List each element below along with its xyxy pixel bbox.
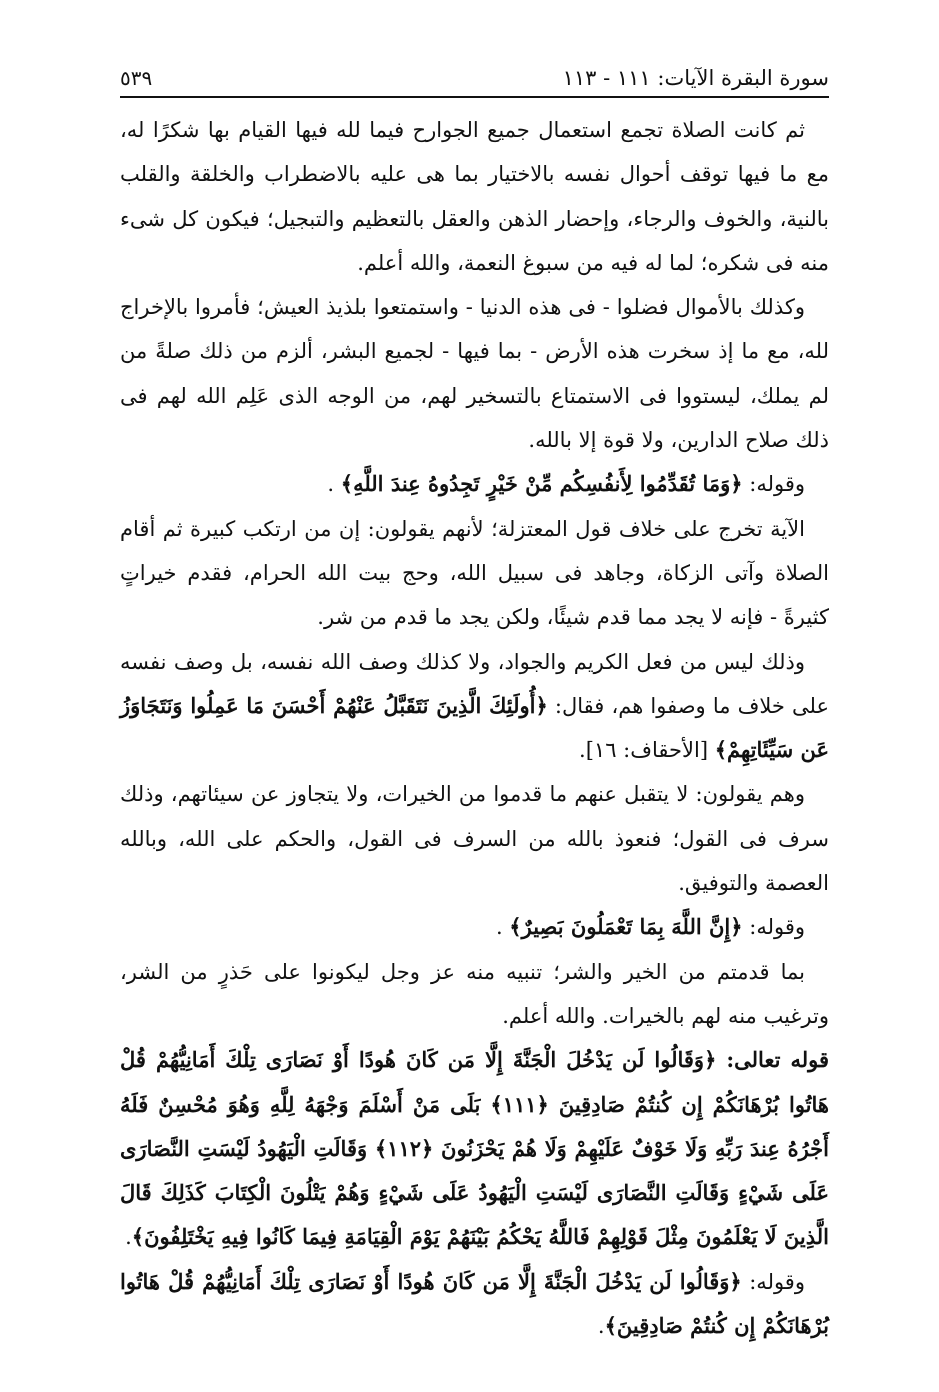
paragraph [120,950,829,1039]
paragraph [120,462,829,506]
running-title: سورة البقرة الآيات: ١١١ - ١١٣ [562,66,829,90]
paragraph-text: الآية تخرج على خلاف قول المعتزلة؛ لأنهم يقولون: إن من ارتكب كبيرة ثم أقام الصلاة وآتى الزكاة، وجاهد فى سبيل الله، وحج بيت الله الحرام، فقدم خيراتٍ كثيرةً - فإنه لا يجد مما قدم شيئًا، ولكن يجد ما قدم من شر. [120,516,829,630]
body-text [120,108,829,1348]
quran-quote: ﴿وَقَالُوا لَن يَدْخُلَ الْجَنَّةَ إِلَّا مَن كَانَ هُودًا أَوْ نَصَارَى تِلْكَ أَمَانِيُّهُمْ قُلْ هَاتُوا بُرْهَانَكُمْ إِن كُنتُمْ صَادِقِينَ﴾ [120,1268,829,1339]
paragraph-text: . [495,915,510,940]
paragraph-text: وذلك ليس من فعل الكريم والجواد، ولا كذلك وصف الله نفسه، بل وصف نفسه على خلاف ما وصفوا هم، فقال: [120,649,830,718]
paragraph-text: وقوله: [742,472,805,497]
quran-quote: ﴿أُولَئِكَ الَّذِينَ نَتَقَبَّلُ عَنْهُمْ أَحْسَنَ مَا عَمِلُوا وَنَتَجَاوَزُ عَن سَيِّئَاتِهِمْ﴾ [120,692,829,763]
paragraph [120,285,829,462]
paragraph-text: وكذلك بالأموال فضلوا - فى هذه الدنيا - واستمتعوا بلذيذ العيش؛ فأمروا بالإخراج لله، مع ما إذ سخرت هذه الأرض - بما فيها - لجميع البشر، ألزم من ذلك صلةً من لم يملك، ليستووا فى الاستمتاع بالتسخير لهم، من الوجه الذى عَلِم الله لهم فى ذلك صلاح الدارين، ولا قوة إلا بالله. [120,295,829,453]
paragraph [120,108,829,285]
paragraph-text: . [125,1225,132,1250]
paragraph-text: وقوله: [742,915,805,940]
paragraph-text: بما قدمتم من الخير والشر؛ تنبيه منه عز وجل ليكونوا على حَذرٍ من الشر، وترغيب منه لهم بالخيرات. والله أعلم. [120,959,829,1028]
paragraph [120,640,829,773]
paragraph-text: . [597,1314,605,1339]
paragraph [120,905,829,949]
paragraph-text: وهم يقولون: لا يتقبل عنهم ما قدموا من الخيرات، ولا يتجاوز عن سيئاتهم، وذلك سرف فى القول؛ فنعوذ بالله من السرف فى القول، والحكم على الله، وبالله العصمة والتوفيق. [120,782,829,896]
paragraph [120,507,829,640]
verse-paragraph [120,1038,829,1259]
paragraph [120,772,829,905]
citation: [الأحقاف: ١٦]. [579,738,715,763]
paragraph [120,1260,829,1349]
quran-verses: ﴿وَقَالُوا لَن يَدْخُلَ الْجَنَّةَ إِلَّا مَن كَانَ هُودًا أَوْ نَصَارَى تِلْكَ أَمَانِيُّهُمْ قُلْ هَاتُوا بُرْهَانَكُمْ إِن كُنتُمْ صَادِقِينَ ﴿١١١﴾ بَلَى مَنْ أَسْلَمَ وَجْهَهُ لِلَّهِ وَهُوَ مُحْسِنٌ فَلَهُ أَجْرُهُ عِندَ رَبِّهِ وَلَا خَوْفٌ عَلَيْهِمْ وَلَا هُمْ يَحْزَنُونَ ﴿١١٢﴾ وَقَالَتِ الْيَهُودُ لَيْسَتِ النَّصَارَى عَلَى شَيْءٍ وَقَالَتِ النَّصَارَى لَيْسَتِ الْيَهُودُ عَلَى شَيْءٍ وَهُمْ يَتْلُونَ الْكِتَابَ كَذَلِكَ قَالَ الَّذِينَ لَا يَعْلَمُونَ مِثْلَ قَوْلِهِمْ فَاللَّهُ يَحْكُمُ بَيْنَهُمْ يَوْمَ الْقِيَامَةِ فِيمَا كَانُوا فِيهِ يَخْتَلِفُونَ﴾ [120,1047,829,1250]
quran-quote: ﴿وَمَا تُقَدِّمُوا لِأَنفُسِكُم مِّنْ خَيْرٍ تَجِدُوهُ عِندَ اللَّهِ﴾ [340,471,743,497]
paragraph-text: . [327,472,341,497]
page-number: ٥٣٩ [120,66,153,90]
verse-block [120,1038,829,1259]
verse-lead-in: قوله تعالى: [716,1047,829,1073]
running-header [120,58,829,98]
quran-quote: ﴿إِنَّ اللَّهَ بِمَا تَعْمَلُونَ بَصِيرٌ﴾ [509,914,743,940]
paragraph-text: ثم كانت الصلاة تجمع استعمال جميع الجوارح فيما لله فيها القيام بها شكرًا له، مع ما فيها توقف أحوال نفسه بالاختيار بما هى عليه بالاضطراب والخلقة والقلب بالنية، والخوف والرجاء، وإحضار الذهن والعقل بالتعظيم والتبجيل؛ فيكون كل شىء منه فى شكره؛ لما له فيه من سبوغ النعمة، والله أعلم. [120,118,829,275]
paragraph-text: وقوله: [741,1269,805,1294]
